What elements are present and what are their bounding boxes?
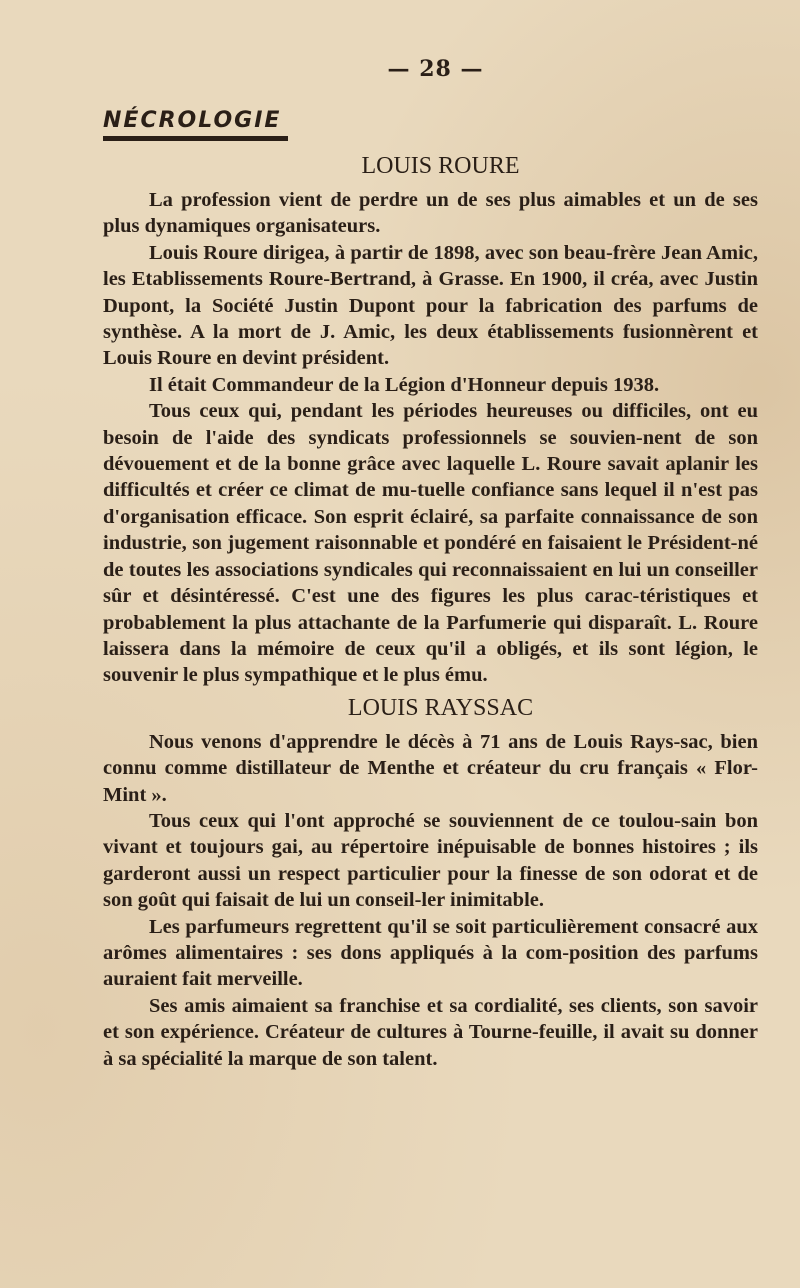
- document-page: [103, 56, 758, 1072]
- paragraph: Les parfumeurs regrettent qu'il se soit particulièrement consacré aux arômes alimentaires : ses dons appliqués à la com-position des parfums auraient fait merveille.: [103, 915, 758, 991]
- paragraph: Ses amis aimaient sa franchise et sa cordialité, ses clients, son savoir et son expérience. Créateur de cultures à Tourne-feuille, il avait su donner à sa spécialité la marque de son talent.: [103, 994, 758, 1070]
- article-louis-roure: [103, 153, 758, 689]
- article-louis-rayssac: [103, 695, 758, 1072]
- paragraph: Tous ceux qui l'ont approché se souviennent de ce toulou-sain bon vivant et toujours gai, au répertoire inépuisable de bonnes histoires ; ils garderont aussi un respect particulier pour la finesse de son odorat et de son goût qui faisait de lui un conseil-ler inimitable.: [103, 809, 758, 912]
- paragraph: Tous ceux qui, pendant les périodes heureuses ou difficiles, ont eu besoin de l'aide des syndicats professionnels se souvien-nent de son dévouement et de la bonne grâce avec laquelle L. Roure savait aplanir les difficultés et créer ce climat de mu-tuelle confiance sans lequel il n'est pas d'organisation efficace. Son esprit éclairé, sa parfaite connaissance de son industrie, son jugement raisonnable et pondéré en faisaient le Président-né de toutes les associations syndicales qui reconnaissaient en lui un conseiller sûr et désintéressé. C'est une des figures les plus carac-téristiques et probablement la plus attachante de la Parfumerie qui disparaît. L. Roure laissera dans la mémoire de ceux qu'il a obligés, et ils sont légion, le souvenir le plus sympathique et le plus ému.: [103, 400, 758, 687]
- page-number: — 28 —: [387, 56, 484, 82]
- section-title: NÉCROLOGIE: [103, 108, 282, 133]
- paragraph: Il était Commandeur de la Légion d'Honneur depuis 1938.: [149, 373, 660, 396]
- section-header: [103, 108, 758, 141]
- article-heading: LOUIS RAYSSAC: [347, 694, 534, 721]
- paragraph: La profession vient de perdre un de ses plus aimables et un de ses plus dynamiques organisateurs.: [103, 189, 758, 238]
- section-title-underline: [103, 136, 288, 141]
- paragraph: Louis Roure dirigea, à partir de 1898, avec son beau-frère Jean Amic, les Etablissements Roure-Bertrand, à Grasse. En 1900, il créa, avec Justin Dupont, la Société Justin Dupont pour la fabrication des parfums de synthèse. A la mort de J. Amic, les deux établissements fusionnèrent et Louis Roure en devint président.: [103, 241, 758, 370]
- paragraph: Nous venons d'apprendre le décès à 71 ans de Louis Rays-sac, bien connu comme distillateur de Menthe et créateur du cru français « Flor-Mint ».: [103, 730, 758, 806]
- article-heading: LOUIS ROURE: [361, 153, 520, 179]
